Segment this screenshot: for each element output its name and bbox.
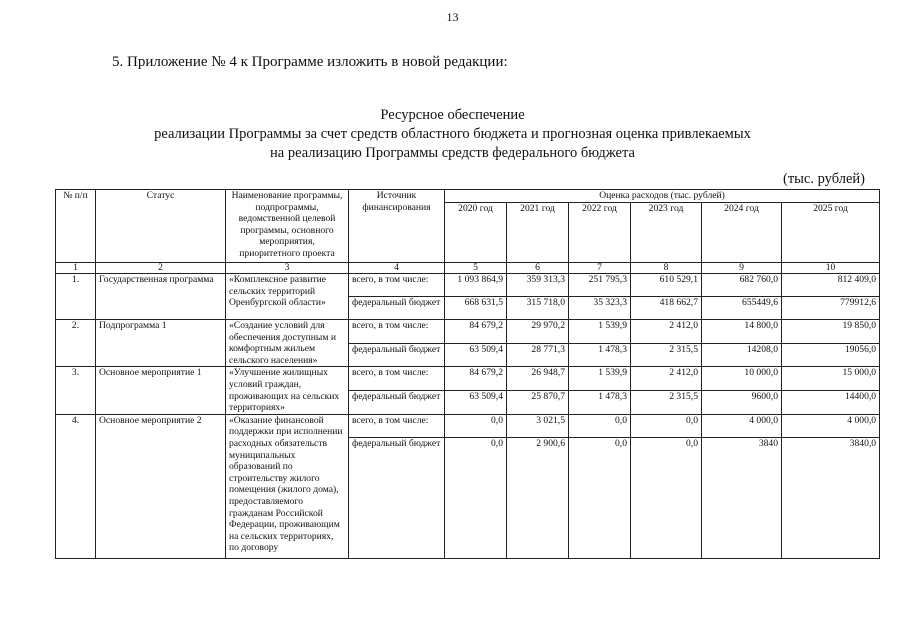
header-row-1: [56, 190, 880, 203]
value-cell: 0,0: [569, 414, 631, 437]
row-name: «Комплексное развитие сельских территорий Оренбургской области»: [226, 274, 349, 320]
value-cell: 19056,0: [782, 343, 880, 367]
row-status: Государственная программа: [96, 274, 226, 320]
header-year: 2020 год: [445, 202, 507, 262]
value-cell: 0,0: [569, 437, 631, 558]
row-source: всего, в том числе:: [349, 367, 445, 391]
value-cell: 26 948,7: [507, 367, 569, 391]
header-year: 2021 год: [507, 202, 569, 262]
column-index: 8: [631, 263, 702, 274]
value-cell: 14208,0: [702, 343, 782, 367]
value-cell: 9600,0: [702, 391, 782, 415]
table-row: [56, 367, 880, 391]
value-cell: 29 970,2: [507, 320, 569, 344]
value-cell: 10 000,0: [702, 367, 782, 391]
value-cell: 84 679,2: [445, 320, 507, 344]
unit-label: (тыс. рублей): [783, 171, 865, 187]
resource-table: [55, 189, 880, 559]
title-line-2: реализации Программы за счет средств областного бюджета и прогнозная оценка привлекаемых: [154, 126, 751, 142]
column-index-row: [56, 263, 880, 274]
row-source: всего, в том числе:: [349, 320, 445, 344]
value-cell: 14 800,0: [702, 320, 782, 344]
value-cell: 3840,0: [782, 437, 880, 558]
value-cell: 251 795,3: [569, 274, 631, 297]
value-cell: 4 000,0: [782, 414, 880, 437]
row-source: федеральный бюджет: [349, 437, 445, 558]
table-row: [56, 414, 880, 437]
header-name: Наименование программы, подпрограммы, ведомственной целевой программы, основного мероприятия, приоритетного проекта: [226, 190, 349, 263]
header-year: 2024 год: [702, 202, 782, 262]
header-estimate: Оценка расходов (тыс. рублей): [445, 190, 880, 203]
row-number: 3.: [56, 367, 96, 414]
value-cell: 610 529,1: [631, 274, 702, 297]
header-num: № п/п: [56, 190, 96, 263]
row-source: федеральный бюджет: [349, 391, 445, 415]
header-year: 2023 год: [631, 202, 702, 262]
column-index: 5: [445, 263, 507, 274]
value-cell: 359 313,3: [507, 274, 569, 297]
value-cell: 3840: [702, 437, 782, 558]
value-cell: 3 021,5: [507, 414, 569, 437]
column-index: 9: [702, 263, 782, 274]
column-index: 2: [96, 263, 226, 274]
row-number: 1.: [56, 274, 96, 320]
column-index: 1: [56, 263, 96, 274]
value-cell: 19 850,0: [782, 320, 880, 344]
column-index: 6: [507, 263, 569, 274]
column-index: 4: [349, 263, 445, 274]
value-cell: 682 760,0: [702, 274, 782, 297]
value-cell: 2 412,0: [631, 367, 702, 391]
value-cell: 1 539,9: [569, 367, 631, 391]
table-row: [56, 274, 880, 297]
value-cell: 1 478,3: [569, 391, 631, 415]
row-source: всего, в том числе:: [349, 414, 445, 437]
value-cell: 418 662,7: [631, 297, 702, 320]
value-cell: 315 718,0: [507, 297, 569, 320]
row-source: всего, в том числе:: [349, 274, 445, 297]
header-year: 2022 год: [569, 202, 631, 262]
header-source: Источник финансирования: [349, 190, 445, 263]
value-cell: 668 631,5: [445, 297, 507, 320]
value-cell: 25 870,7: [507, 391, 569, 415]
header-year: 2025 год: [782, 202, 880, 262]
row-number: 2.: [56, 320, 96, 367]
value-cell: 0,0: [445, 437, 507, 558]
value-cell: 2 900,6: [507, 437, 569, 558]
value-cell: 1 478,3: [569, 343, 631, 367]
value-cell: 4 000,0: [702, 414, 782, 437]
value-cell: 0,0: [631, 414, 702, 437]
row-status: Основное мероприятие 1: [96, 367, 226, 414]
value-cell: 2 315,5: [631, 391, 702, 415]
page-number: 13: [446, 10, 459, 24]
value-cell: 2 412,0: [631, 320, 702, 344]
row-number: 4.: [56, 414, 96, 558]
value-cell: 84 679,2: [445, 367, 507, 391]
row-source: федеральный бюджет: [349, 343, 445, 367]
row-status: Основное мероприятие 2: [96, 414, 226, 558]
row-source: федеральный бюджет: [349, 297, 445, 320]
title-line-1: Ресурсное обеспечение: [380, 107, 525, 123]
column-index: 7: [569, 263, 631, 274]
value-cell: 655449,6: [702, 297, 782, 320]
value-cell: 63 509,4: [445, 343, 507, 367]
value-cell: 28 771,3: [507, 343, 569, 367]
value-cell: 35 323,3: [569, 297, 631, 320]
value-cell: 0,0: [445, 414, 507, 437]
value-cell: 779912,6: [782, 297, 880, 320]
value-cell: 15 000,0: [782, 367, 880, 391]
value-cell: 0,0: [631, 437, 702, 558]
value-cell: 63 509,4: [445, 391, 507, 415]
intro-paragraph: 5. Приложение № 4 к Программе изложить в новой редакции:: [112, 54, 508, 70]
value-cell: 812 409,0: [782, 274, 880, 297]
title-line-3: на реализацию Программы средств федерального бюджета: [270, 145, 635, 161]
header-status: Статус: [96, 190, 226, 263]
value-cell: 14400,0: [782, 391, 880, 415]
value-cell: 1 539,9: [569, 320, 631, 344]
row-name: «Создание условий для обеспечения доступным и комфортным жильем сельского населения»: [226, 320, 349, 367]
column-index: 10: [782, 263, 880, 274]
table-row: [56, 320, 880, 344]
row-name: «Улучшение жилищных условий граждан, проживающих на сельских территориях»: [226, 367, 349, 414]
row-status: Подпрограмма 1: [96, 320, 226, 367]
row-name: «Оказание финансовой поддержки при исполнении расходных обязательств муниципальных образований по строительству жилого помещения (жилого дома), предоставляемого гражданам Российской Федерации, проживающим на сельских территориях, по договору: [226, 414, 349, 558]
column-index: 3: [226, 263, 349, 274]
value-cell: 1 093 864,9: [445, 274, 507, 297]
value-cell: 2 315,5: [631, 343, 702, 367]
